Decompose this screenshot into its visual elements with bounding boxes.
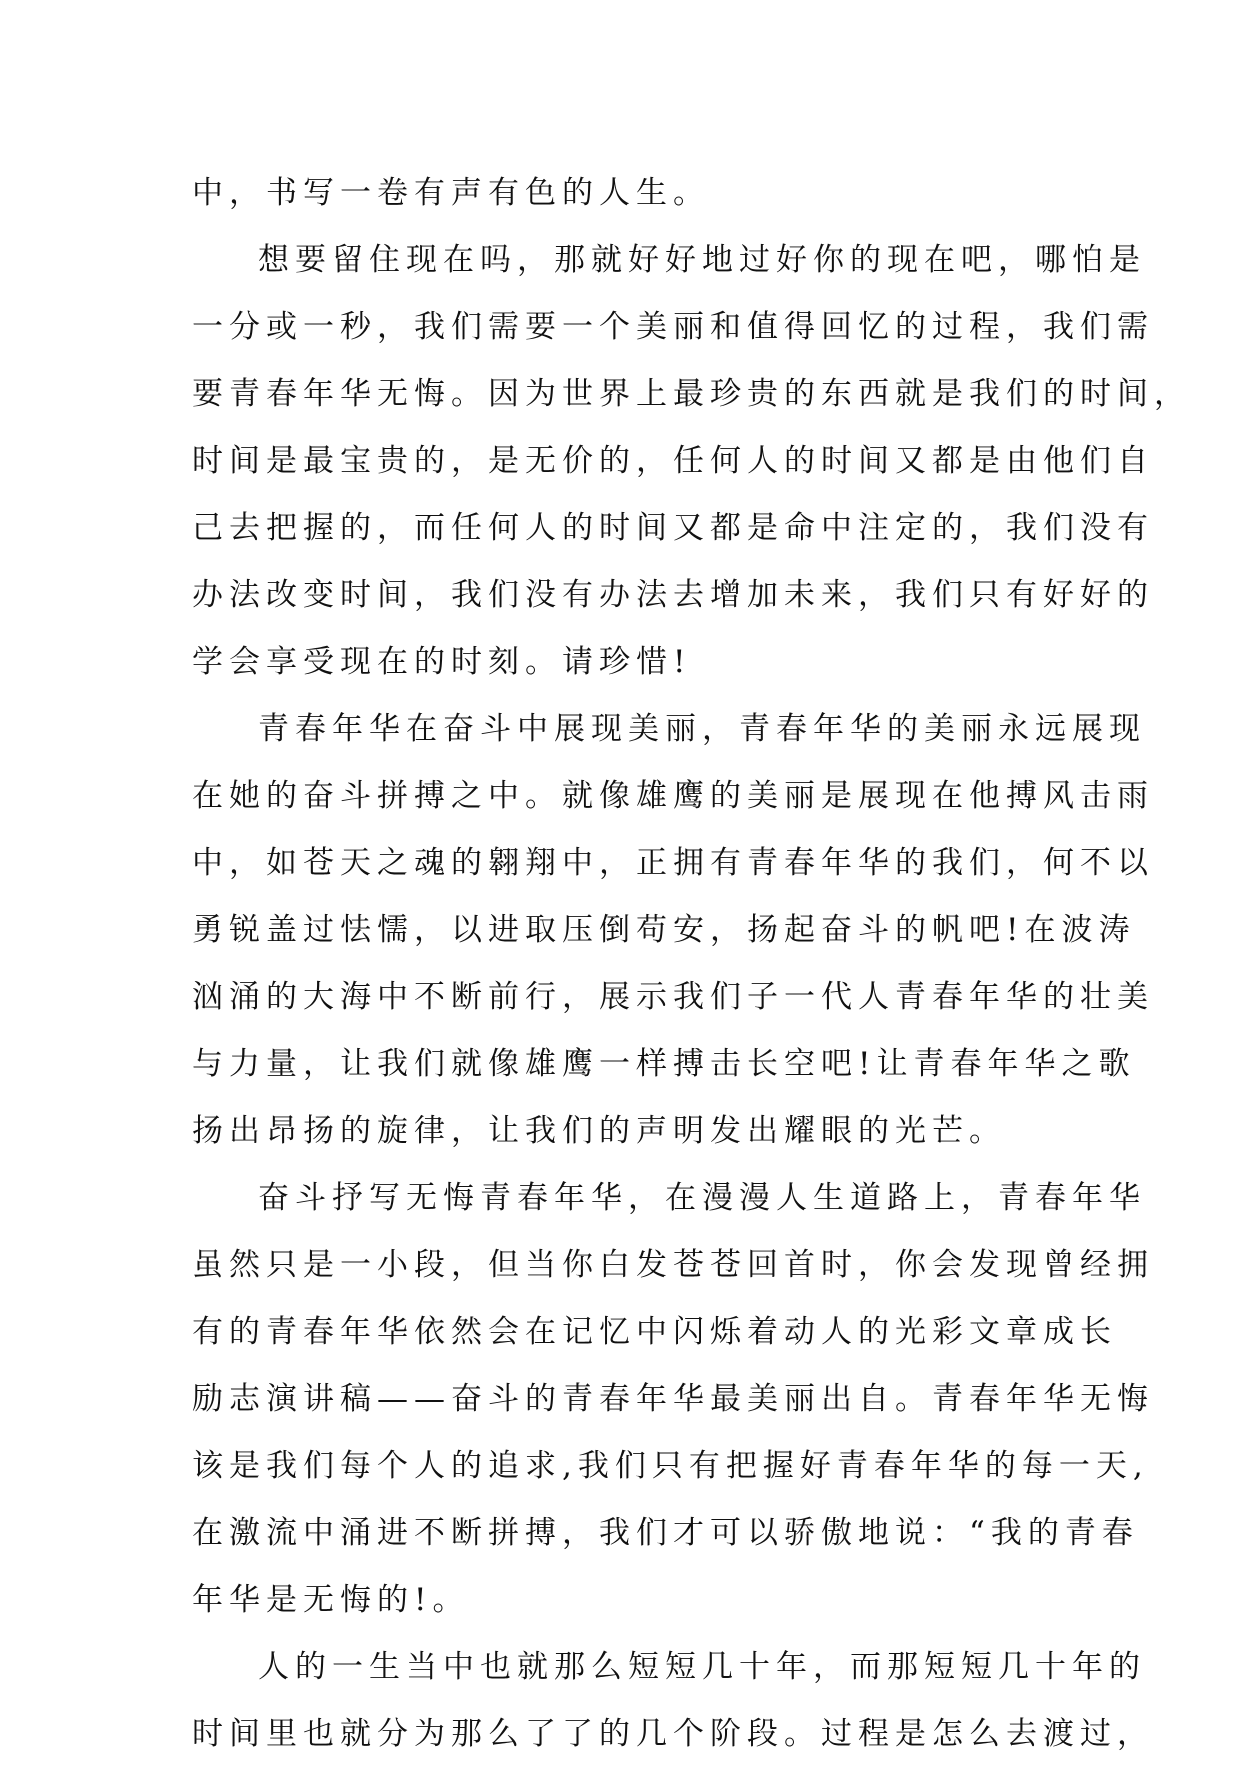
body-text [192, 160, 1191, 1768]
text-line: 要青春年华无悔。因为世界上最珍贵的东西就是我们的时间， [192, 376, 1191, 412]
text-line: 年华是无悔的!。 [192, 1582, 470, 1618]
text-line: 虽然只是一小段，但当你白发苍苍回首时，你会发现曾经拥 [192, 1247, 1154, 1283]
text-line: 人的一生当中也就那么短短几十年，而那短短几十年的 [258, 1649, 1146, 1685]
text-line: 想要留住现在吗，那就好好地过好你的现在吧，哪怕是 [258, 242, 1146, 278]
text-line: 学会享受现在的时刻。请珍惜! [192, 644, 692, 680]
text-line: 扬出昂扬的旋律，让我们的声明发出耀眼的光芒。 [192, 1113, 1006, 1149]
text-line: 中，书写一卷有声有色的人生。 [192, 175, 710, 211]
text-line: 办法改变时间，我们没有办法去增加未来，我们只有好好的 [192, 577, 1154, 613]
text-line: 中，如苍天之魂的翱翔中，正拥有青春年华的我们，何不以 [192, 845, 1154, 881]
text-line: 一分或一秒，我们需要一个美丽和值得回忆的过程，我们需 [192, 309, 1154, 345]
text-line: 汹涌的大海中不断前行，展示我们子一代人青春年华的壮美 [192, 979, 1154, 1015]
text-line: 时间里也就分为那么了了的几个阶段。过程是怎么去渡过， [192, 1716, 1154, 1752]
text-line: 有的青春年华依然会在记忆中闪烁着动人的光彩文章成长 [192, 1314, 1117, 1350]
text-line: 奋斗抒写无悔青春年华，在漫漫人生道路上，青春年华 [258, 1180, 1146, 1216]
text-line: 在她的奋斗拼搏之中。就像雄鹰的美丽是展现在他搏风击雨 [192, 778, 1154, 814]
text-line: 己去把握的，而任何人的时间又都是命中注定的，我们没有 [192, 510, 1154, 546]
text-line: 勇锐盖过怯懦，以进取压倒苟安，扬起奋斗的帆吧!在波涛 [192, 912, 1136, 948]
text-line: 与力量，让我们就像雄鹰一样搏击长空吧!让青春年华之歌 [192, 1046, 1136, 1082]
text-line: 青春年华在奋斗中展现美丽，青春年华的美丽永远展现 [258, 711, 1146, 747]
text-line: 时间是最宝贵的，是无价的，任何人的时间又都是由他们自 [192, 443, 1154, 479]
text-line: 该是我们每个人的追求,我们只有把握好青春年华的每一天, [192, 1448, 1149, 1484]
text-line: 励志演讲稿——奋斗的青春年华最美丽出自。青春年华无悔 [192, 1381, 1154, 1417]
text-line: 在激流中涌进不断拼搏，我们才可以骄傲地说：“我的青春 [192, 1515, 1139, 1551]
